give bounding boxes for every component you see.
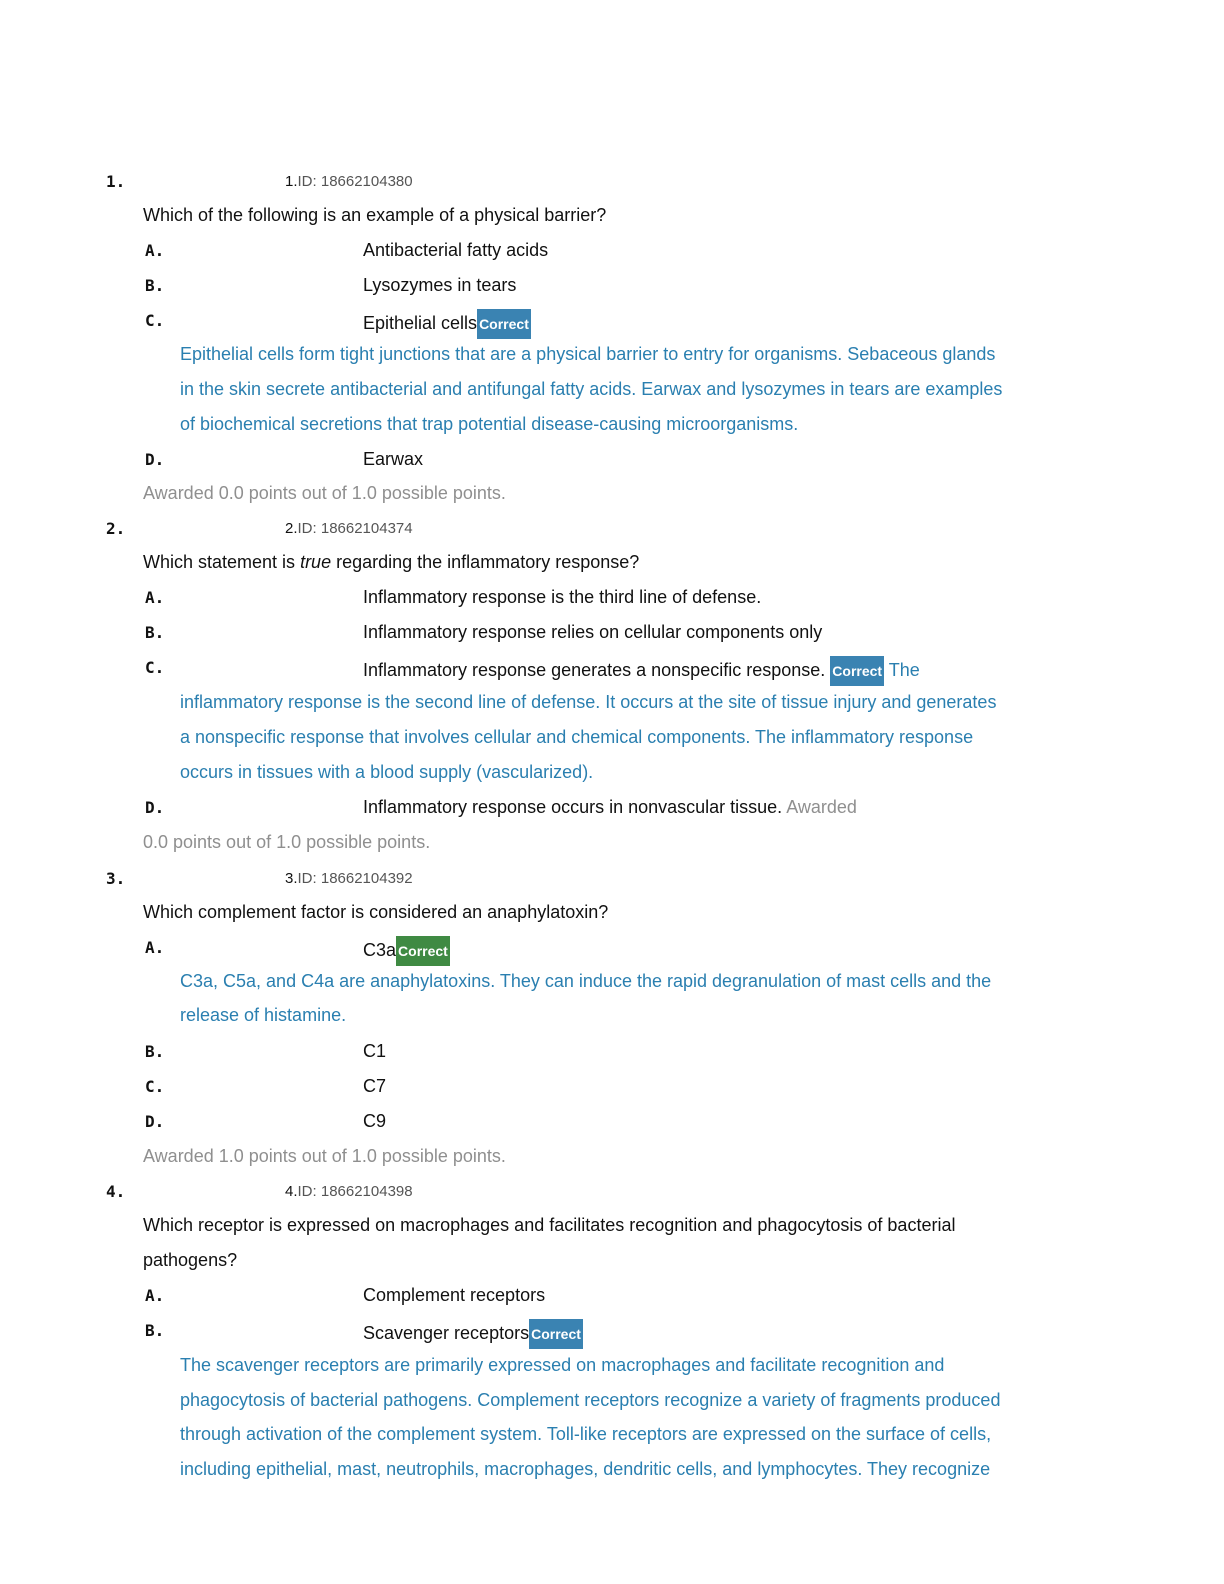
question-id-text: ID: 18662104392 bbox=[297, 870, 413, 887]
question-id-text: ID: 18662104398 bbox=[297, 1183, 413, 1200]
question-text: Which receptor is expressed on macrophages and facilitates recognition and phagocytosis of bacterial bbox=[143, 1215, 956, 1235]
question-text-part: regarding the inflammatory response? bbox=[331, 552, 640, 572]
option-letter: B. bbox=[145, 1321, 165, 1340]
question-number: 3. bbox=[106, 869, 126, 888]
option-letter: B. bbox=[145, 276, 165, 295]
question-id bbox=[285, 171, 413, 193]
correct-badge: Correct bbox=[477, 309, 531, 339]
question-text-emphasis: true bbox=[300, 552, 332, 572]
question-text: Which of the following is an example of a physical barrier? bbox=[143, 205, 607, 225]
question-text: pathogens? bbox=[143, 1250, 238, 1270]
option-row-correct bbox=[363, 309, 531, 339]
explanation-line: of biochemical secretions that trap potential disease-causing microorganisms. bbox=[180, 414, 799, 434]
question-id-prefix: 2. bbox=[285, 520, 298, 537]
option-letter: C. bbox=[145, 1077, 165, 1096]
explanation-line: inflammatory response is the second line of defense. It occurs at the site of tissue injury and generates bbox=[180, 692, 997, 712]
option-text: C7 bbox=[363, 1076, 387, 1096]
question-id-prefix: 4. bbox=[285, 1183, 298, 1200]
question-id-prefix: 1. bbox=[285, 173, 298, 190]
award-text: Awarded 0.0 points out of 1.0 possible points. bbox=[143, 483, 506, 503]
option-text: Complement receptors bbox=[363, 1285, 546, 1305]
option-letter: D. bbox=[145, 450, 165, 469]
explanation-start: The bbox=[888, 659, 920, 680]
explanation-line: release of histamine. bbox=[180, 1005, 347, 1025]
correct-badge: Correct bbox=[529, 1319, 583, 1349]
correct-badge: Correct bbox=[830, 656, 884, 686]
question-id-prefix: 3. bbox=[285, 870, 298, 887]
explanation-line: occurs in tissues with a blood supply (vascularized). bbox=[180, 762, 594, 782]
option-letter: C. bbox=[145, 658, 165, 677]
question-number: 2. bbox=[106, 519, 126, 538]
option-text: Epithelial cells bbox=[363, 312, 478, 333]
question-number: 1. bbox=[106, 172, 126, 191]
explanation-line: C3a, C5a, and C4a are anaphylatoxins. They can induce the rapid degranulation of mast cells and the bbox=[180, 971, 992, 991]
explanation-line: phagocytosis of bacterial pathogens. Complement receptors recognize a variety of fragments produced bbox=[180, 1390, 1001, 1410]
option-text: C9 bbox=[363, 1111, 387, 1131]
question-id bbox=[285, 518, 413, 540]
question-id bbox=[285, 1181, 413, 1203]
question-text-part: Which statement is bbox=[143, 552, 301, 572]
option-letter: A. bbox=[145, 938, 165, 957]
explanation-line: including epithelial, mast, neutrophils, macrophages, dendritic cells, and lymphocytes. They recognize bbox=[180, 1459, 991, 1479]
explanation-line: The scavenger receptors are primarily expressed on macrophages and facilitate recognition and bbox=[180, 1355, 945, 1375]
option-text: Inflammatory response is the third line of defense. bbox=[363, 587, 762, 607]
question-id-text: ID: 18662104374 bbox=[297, 520, 413, 537]
option-letter: A. bbox=[145, 588, 165, 607]
explanation-line: in the skin secrete antibacterial and antifungal fatty acids. Earwax and lysozymes in tears are examples bbox=[180, 379, 1003, 399]
option-letter: B. bbox=[145, 1042, 165, 1061]
question-id-text: ID: 18662104380 bbox=[297, 173, 413, 190]
option-letter: A. bbox=[145, 241, 165, 260]
option-letter: D. bbox=[145, 1112, 165, 1131]
option-text: Scavenger receptors bbox=[363, 1322, 530, 1343]
option-text: Lysozymes in tears bbox=[363, 275, 517, 295]
option-row-correct bbox=[363, 656, 920, 686]
option-letter: A. bbox=[145, 1286, 165, 1305]
correct-badge: Correct bbox=[396, 936, 450, 966]
option-letter: B. bbox=[145, 623, 165, 642]
option-text: Antibacterial fatty acids bbox=[363, 240, 549, 260]
option-text: Inflammatory response generates a nonspecific response. bbox=[363, 659, 826, 680]
option-text: C1 bbox=[363, 1041, 387, 1061]
explanation-line: through activation of the complement system. Toll-like receptors are expressed on the surface of cells, bbox=[180, 1424, 992, 1444]
option-row-correct bbox=[363, 936, 450, 966]
option-text-main: Inflammatory response occurs in nonvascular tissue. bbox=[363, 797, 783, 817]
option-text: Inflammatory response relies on cellular components only bbox=[363, 622, 823, 642]
option-letter: C. bbox=[145, 311, 165, 330]
option-row-correct bbox=[363, 1319, 583, 1349]
option-text bbox=[363, 796, 857, 818]
option-text: C3a bbox=[363, 939, 397, 960]
question-id bbox=[285, 868, 413, 890]
explanation-line: a nonspecific response that involves cellular and chemical components. The inflammatory response bbox=[180, 727, 974, 747]
option-text: Earwax bbox=[363, 449, 424, 469]
option-letter: D. bbox=[145, 798, 165, 817]
explanation-line: Epithelial cells form tight junctions that are a physical barrier to entry for organisms. Sebaceous glands bbox=[180, 344, 996, 364]
award-start: Awarded bbox=[786, 797, 857, 817]
award-text: 0.0 points out of 1.0 possible points. bbox=[143, 832, 431, 852]
question-text: Which complement factor is considered an anaphylatoxin? bbox=[143, 902, 609, 922]
award-text: Awarded 1.0 points out of 1.0 possible points. bbox=[143, 1146, 506, 1166]
question-text bbox=[143, 551, 639, 573]
question-number: 4. bbox=[106, 1182, 126, 1201]
